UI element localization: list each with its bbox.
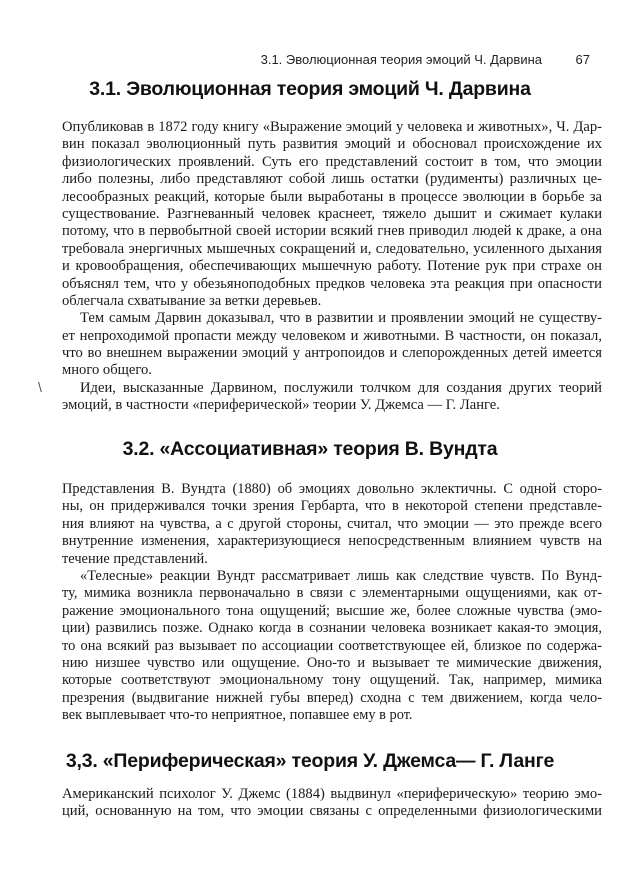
section-heading-3-2: 3.2. «Ассоциативная» теория В. Вундта <box>122 438 498 460</box>
paragraph <box>62 786 602 821</box>
text-line: ции) развились позже. Однако когда в сознании человека возникает какая-то эмоция, <box>62 620 602 637</box>
text-line: Американский психолог У. Джемс (1884) выдвинул «периферическую» теорию эмо- <box>62 786 602 802</box>
text-line: нию низшее чувство или ощущение. Оно-то и вызывает те мимические движения, <box>62 654 602 671</box>
text-line: Опубликовав в 1872 году книгу «Выражение эмоций у человека и животных», Ч. Дар- <box>62 119 602 135</box>
paragraph <box>62 119 602 310</box>
text-line: то она всякий раз вызывает по ассоциации соответствующее ей, близкое по содержа- <box>62 637 602 654</box>
paragraph <box>62 481 602 568</box>
section-heading-3-3: 3,3. «Периферическая» теория У. Джемса— Г. Ланге <box>65 750 555 772</box>
text-line: много общего. <box>62 362 152 379</box>
text-line: течение представлений. <box>62 550 208 567</box>
section-heading-3-1: 3.1. Эволюционная теория эмоций Ч. Дарвина <box>89 78 531 100</box>
text-line: эмоций, в частности «периферической» теории У. Джемса — Г. Ланге. <box>62 397 500 414</box>
text-line: облегчала схватывание за ветки деревьев. <box>62 292 322 309</box>
text-line: либо полезны, либо представляют собой лишь остатки (рудименты) различных це- <box>62 171 602 188</box>
text-line: которые соответствуют эмоциональному тону ощущений. Так, например, мимика <box>62 672 602 689</box>
text-line: ту, мимика возникла первоначально в связи с элементарными ощущениями, как от- <box>62 585 602 602</box>
text-line: внутренние изменения, характеризующиеся непосредственным влиянием чувств на <box>62 533 602 550</box>
paragraph <box>62 380 602 415</box>
text-line: что во внешнем выражении эмоций у антропоидов и слепорожденных детей имеется <box>62 345 602 362</box>
page-number: 67 <box>575 52 590 67</box>
text-line: ций, основанную на том, что эмоции связаны с определенными физиологическими <box>62 803 602 820</box>
text-line: вин показал эволюционный путь развития эмоций и обосновал происхождение их <box>62 136 602 153</box>
text-line: «Телесные» реакции Вундт рассматривает лишь как следствие чувств. По Вунд- <box>80 567 602 584</box>
text-line: Представления В. Вундта (1880) об эмоциях довольно эклектичны. С одной сторо- <box>62 481 602 497</box>
text-line: и кровообращения, обеспечивающих мышечную работу. Потение рук при страхе он <box>62 258 602 275</box>
text-line: презрения (выдвигание нижней губы вперед) сходна с тем движением, когда чело- <box>62 689 602 706</box>
text-line: ны, он придерживался точки зрения Гербарта, что в некоторой степени представле- <box>62 498 602 515</box>
text-line: ражение эмоционального тона ощущений; высшие же, более сложные чувства (эмо- <box>62 602 602 619</box>
text-line: ния влияют на чувства, а с другой стороны, считал, что эмоции — это прежде всего <box>62 515 602 532</box>
paragraph <box>62 310 602 380</box>
text-line: требовала энергичных мышечных сокращений и, следовательно, усиленного дыхания <box>62 240 602 257</box>
text-line: Тем самым Дарвин доказывал, что в развитии и проявлении эмоций не существу- <box>80 310 602 327</box>
text-line: объяснял тем, что у обезьяноподобных предков человека эта реакция при опасности <box>62 275 602 292</box>
margin-mark: \ <box>38 379 42 395</box>
paragraph <box>62 568 602 725</box>
section-body-3-2 <box>62 481 602 724</box>
text-line: век выплевывает что-то неприятное, попавшее ему в рот. <box>62 707 413 724</box>
text-line: потому, что в первобытной своей истории всякий гнев приводил людей к драке, а она <box>62 223 602 240</box>
text-line: Идеи, высказанные Дарвином, послужили толчком для создания других теорий <box>80 379 602 396</box>
text-line: существование. Разгневанный человек краснеет, тяжело дышит и сжимает кулаки <box>62 205 602 222</box>
section-body-3-3 <box>62 786 602 821</box>
text-line: лесообразных реакций, которые были выработаны в процессе эволюции в борьбе за <box>62 188 602 205</box>
text-line: физиологических проявлений. Суть его представлений состоит в том, что эмоции <box>62 153 602 170</box>
section-body-3-1 <box>62 119 602 415</box>
running-header-title: 3.1. Эволюционная теория эмоций Ч. Дарвина <box>260 52 542 67</box>
text-line: ет непроходимой пропасти между человеком и животными. В частности, он показал, <box>62 327 602 344</box>
